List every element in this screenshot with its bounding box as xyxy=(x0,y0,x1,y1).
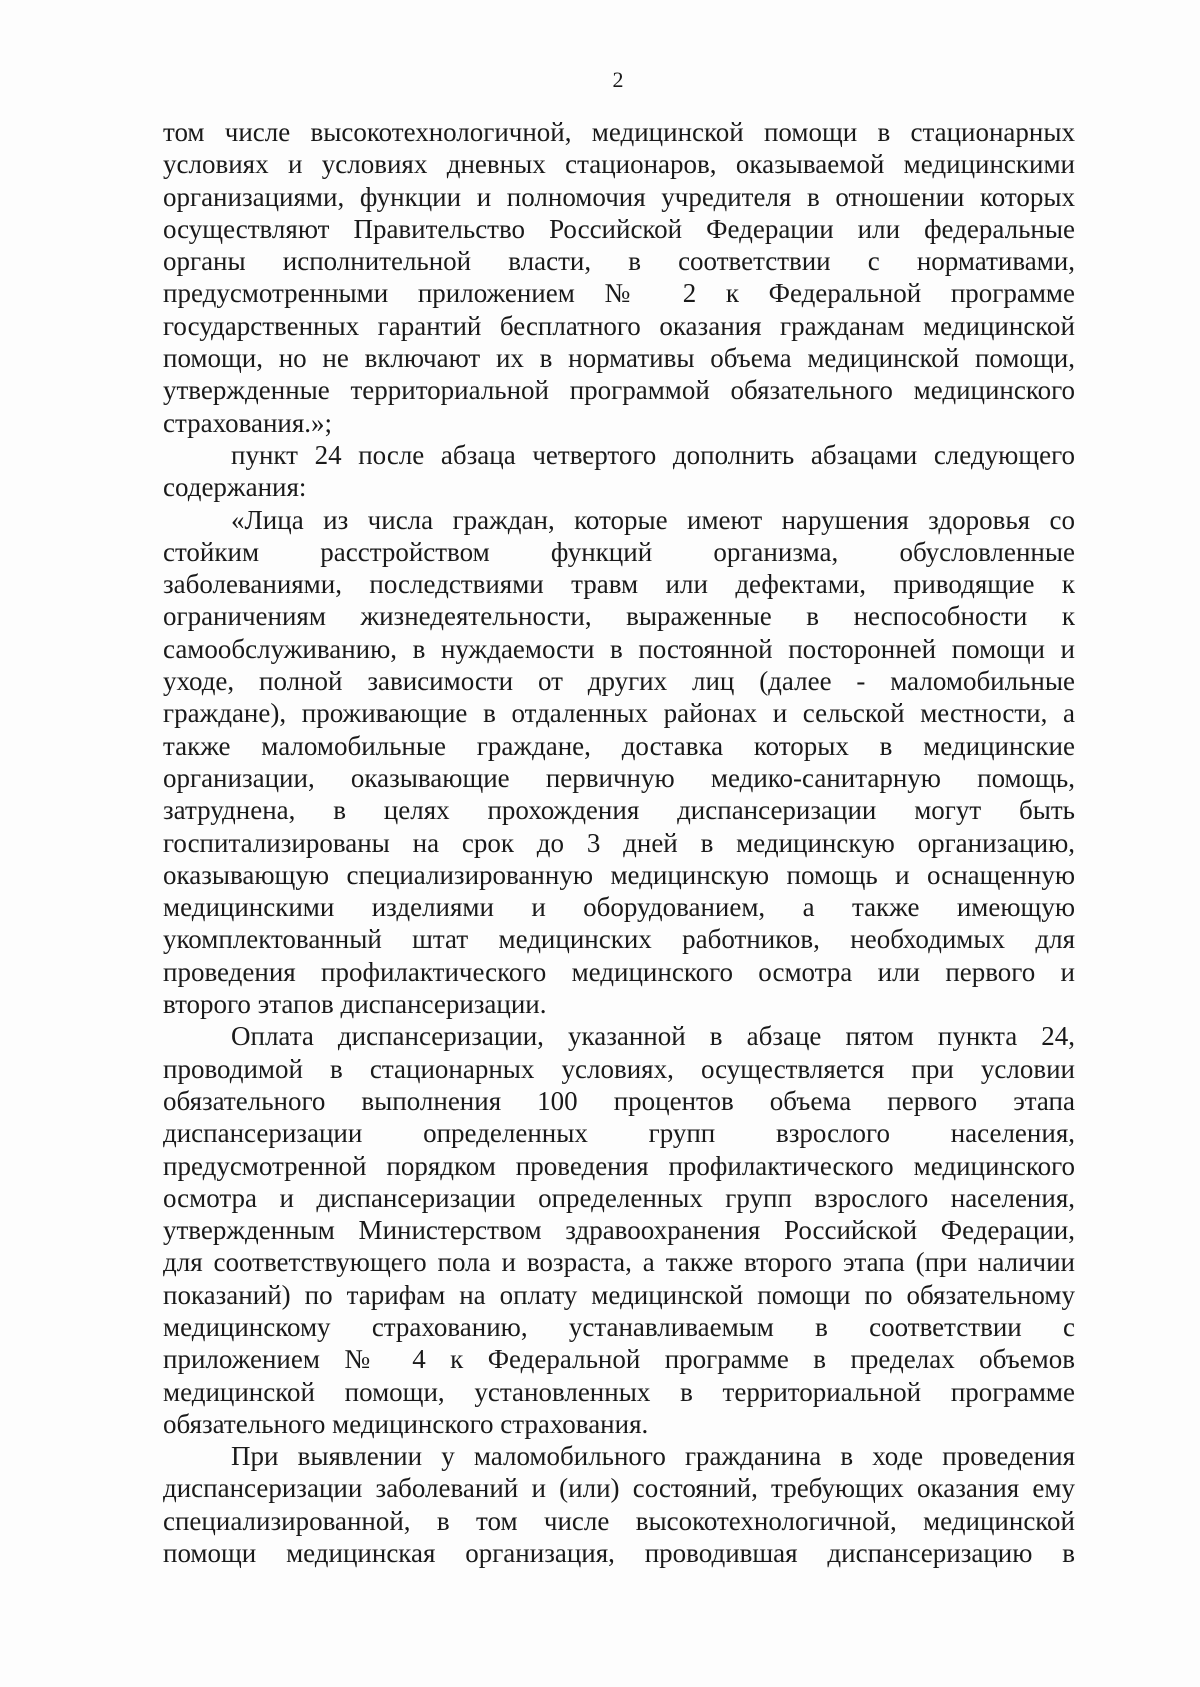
text-line: «Лица из числа граждан, которые имеют нарушения здоровья со xyxy=(231,504,1075,535)
paragraph xyxy=(163,439,1075,504)
text-line: для соответствующего пола и возраста, а также второго этапа (при наличии xyxy=(163,1247,1075,1278)
text-line: организации, оказывающие первичную медико-санитарную помощь, xyxy=(163,762,1075,793)
text-line: помощи, но не включают их в нормативы объема медицинской помощи, xyxy=(163,343,1075,374)
text-line: пункт 24 после абзаца четвертого дополнить абзацами следующего xyxy=(231,439,1075,470)
text-line: помощи медицинская организация, проводившая диспансеризацию в xyxy=(163,1538,1075,1569)
text-line: медицинской помощи, установленных в территориальной программе xyxy=(163,1376,1075,1407)
document-body xyxy=(163,116,1075,1569)
text-line: осмотра и диспансеризации определенных групп взрослого населения, xyxy=(163,1182,1075,1213)
text-line: затруднена, в целях прохождения диспансеризации могут быть xyxy=(163,795,1075,826)
text-line: стойким расстройством функций организма, обусловленные xyxy=(163,536,1075,567)
text-line: утвержденным Министерством здравоохранения Российской Федерации, xyxy=(163,1215,1075,1246)
text-line: заболеваниями, последствиями травм или дефектами, приводящие к xyxy=(163,569,1075,600)
text-line: второго этапов диспансеризации. xyxy=(163,989,547,1020)
text-line: также маломобильные граждане, доставка которых в медицинские xyxy=(163,730,1075,761)
text-line: содержания: xyxy=(163,472,307,503)
text-line: медицинскому страхованию, устанавливаемым в соответствии с xyxy=(163,1311,1075,1342)
text-line: оказывающую специализированную медицинскую помощь и оснащенную xyxy=(163,859,1075,890)
text-line: том числе высокотехнологичной, медицинской помощи в стационарных xyxy=(163,117,1075,147)
text-line: медицинскими изделиями и оборудованием, а также имеющую xyxy=(163,892,1075,923)
text-line: обязательного медицинского страхования. xyxy=(163,1408,649,1439)
text-line: диспансеризации заболеваний и (или) состояний, требующих оказания ему xyxy=(163,1473,1075,1504)
text-line: осуществляют Правительство Российской Федерации или федеральные xyxy=(163,213,1075,244)
text-line: приложением № 4 к Федеральной программе в пределах объемов xyxy=(163,1344,1075,1375)
text-line: госпитализированы на срок до 3 дней в медицинскую организацию, xyxy=(163,827,1075,858)
paragraph xyxy=(163,1440,1075,1569)
text-line: государственных гарантий бесплатного оказания гражданам медицинской xyxy=(163,310,1075,341)
text-line: утвержденные территориальной программой обязательного медицинского xyxy=(163,375,1075,406)
paragraph xyxy=(163,1020,1075,1440)
text-line: самообслуживанию, в нуждаемости в постоянной посторонней помощи и xyxy=(163,633,1075,664)
text-line: страхования.»; xyxy=(163,407,333,438)
text-line: уходе, полной зависимости от других лиц (далее - маломобильные xyxy=(163,666,1075,697)
text-line: При выявлении у маломобильного гражданина в ходе проведения xyxy=(231,1441,1075,1472)
page-number: 2 xyxy=(612,67,624,92)
text-line: организациями, функции и полномочия учредителя в отношении которых xyxy=(163,181,1075,212)
text-line: показаний) по тарифам на оплату медицинской помощи по обязательному xyxy=(163,1279,1075,1310)
text-line: диспансеризации определенных групп взрослого населения, xyxy=(163,1118,1075,1149)
paragraph xyxy=(163,116,1075,439)
text-line: специализированной, в том числе высокотехнологичной, медицинской xyxy=(163,1505,1075,1536)
text-line: граждане), проживающие в отдаленных районах и сельской местности, а xyxy=(163,698,1075,729)
paragraph xyxy=(163,504,1075,1021)
text-line: условиях и условиях дневных стационаров, оказываемой медицинскими xyxy=(163,149,1075,180)
text-line: проведения профилактического медицинского осмотра или первого и xyxy=(163,956,1075,987)
text-line: обязательного выполнения 100 процентов объема первого этапа xyxy=(163,1085,1075,1116)
text-line: Оплата диспансеризации, указанной в абзаце пятом пункта 24, xyxy=(231,1021,1075,1052)
text-line: укомплектованный штат медицинских работников, необходимых для xyxy=(163,924,1075,955)
text-line: предусмотренными приложением № 2 к Федеральной программе xyxy=(163,278,1075,309)
text-line: органы исполнительной власти, в соответствии с нормативами, xyxy=(163,246,1075,277)
text-line: предусмотренной порядком проведения профилактического медицинского xyxy=(163,1150,1075,1181)
text-line: ограничениям жизнедеятельности, выраженные в неспособности к xyxy=(163,601,1075,632)
text-line: проводимой в стационарных условиях, осуществляется при условии xyxy=(163,1053,1075,1084)
